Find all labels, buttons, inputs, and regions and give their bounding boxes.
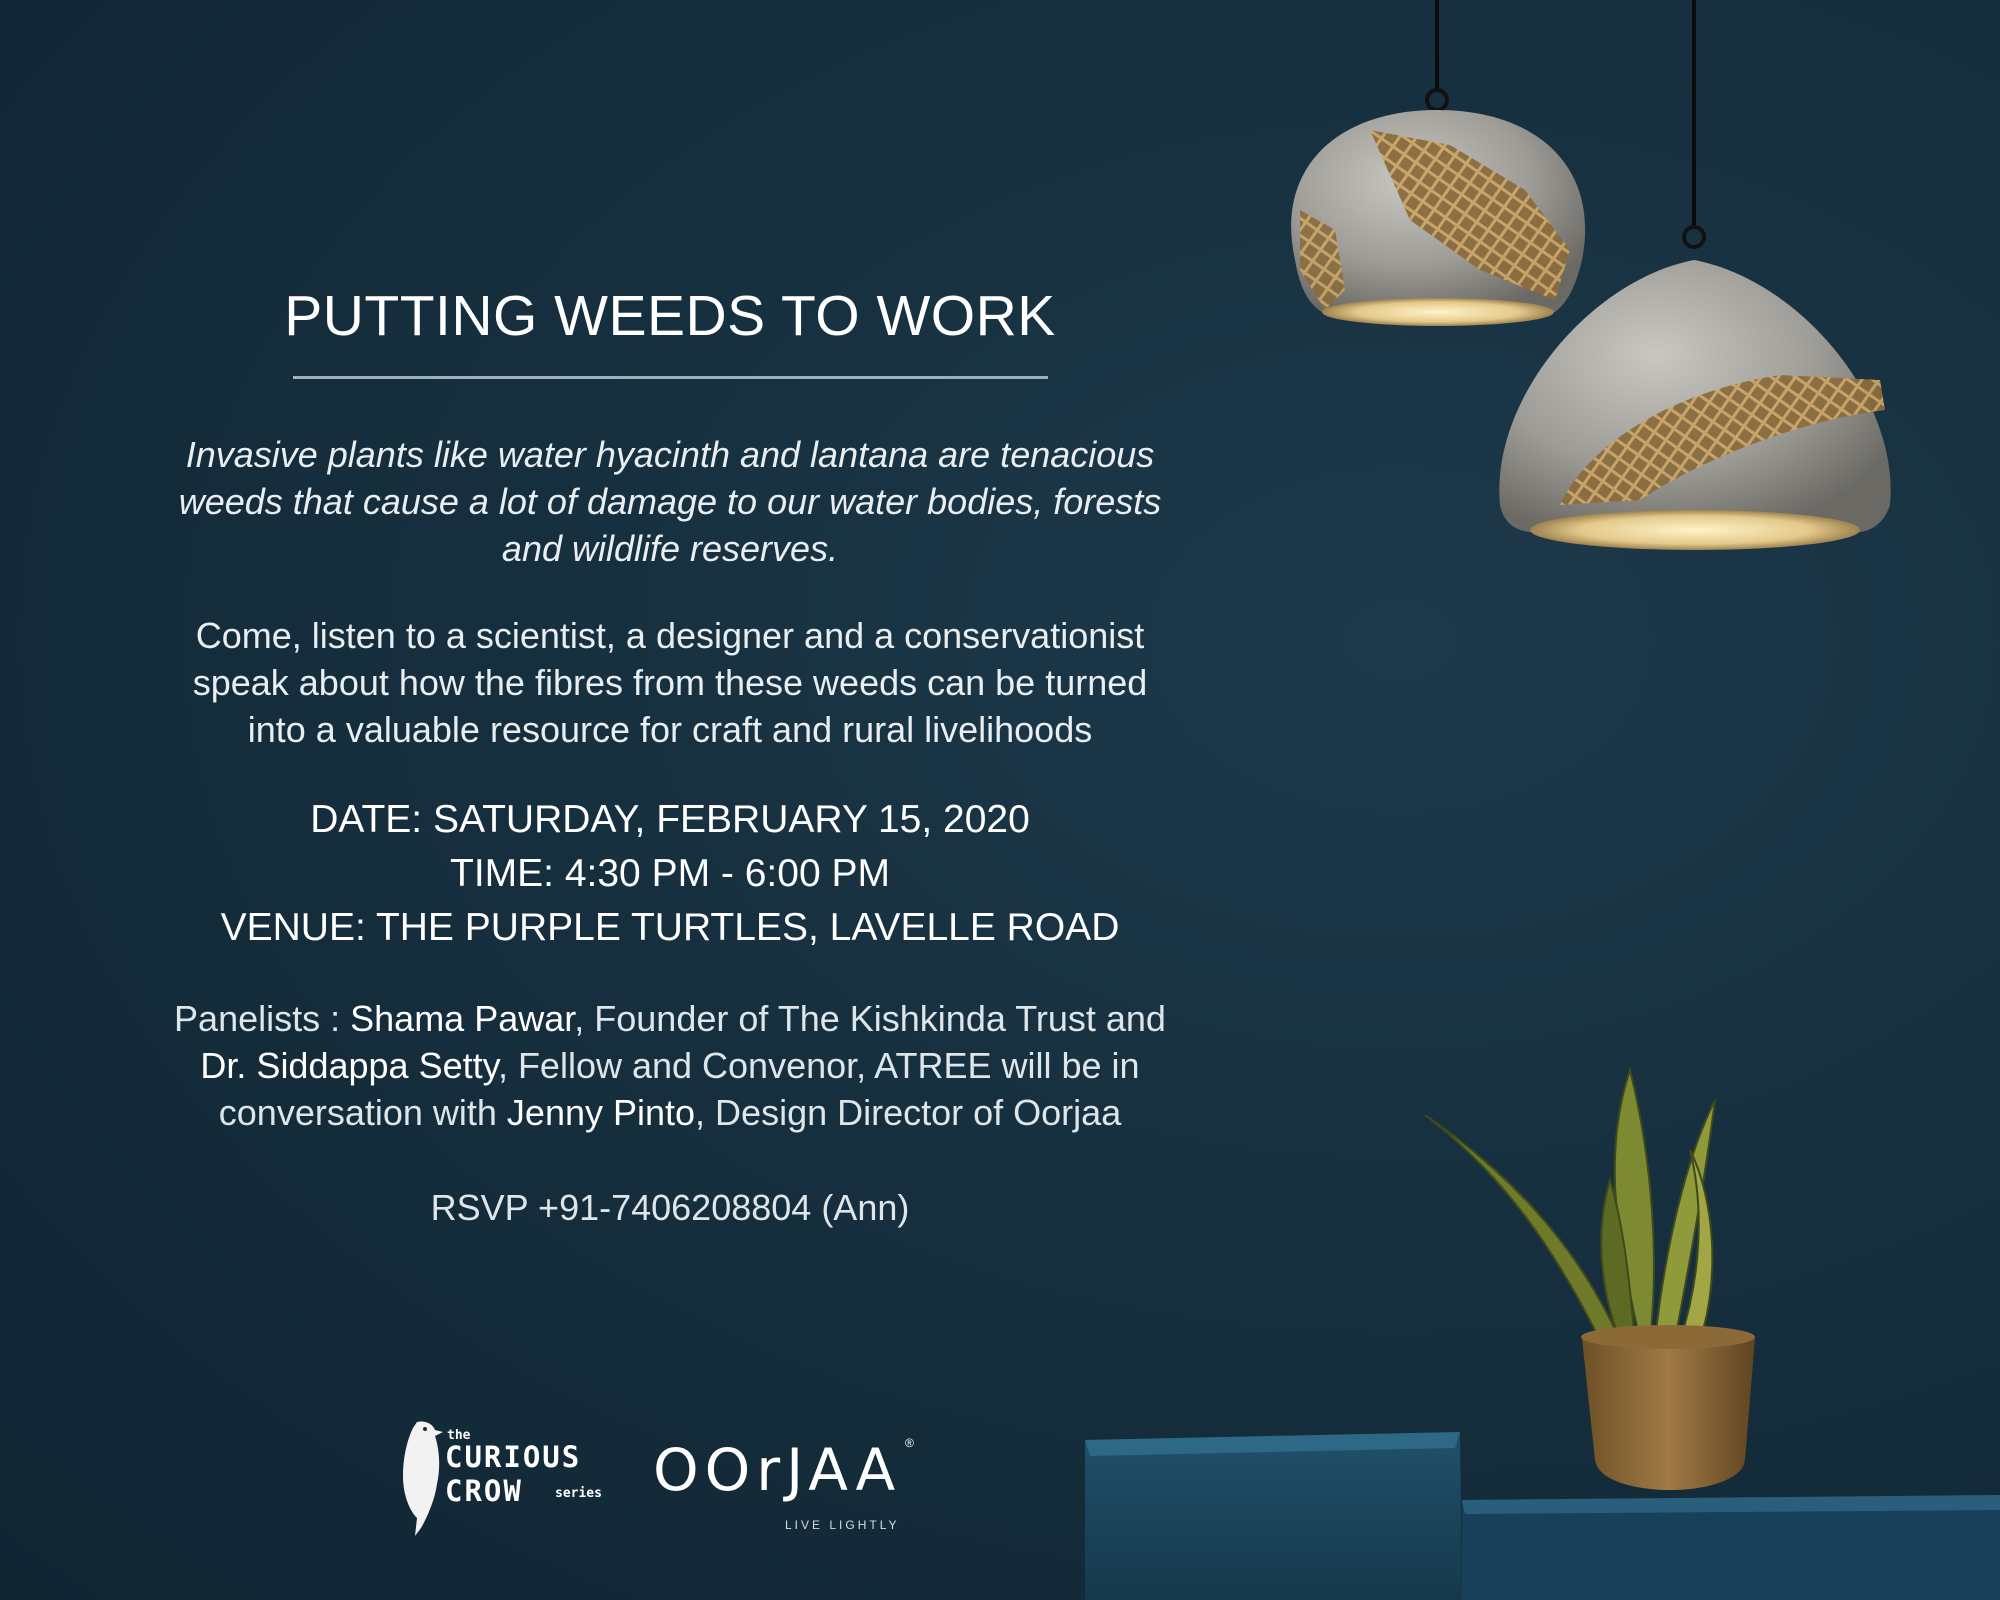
panelists-label: Panelists : [174,998,351,1040]
panelists-line-2 [120,1042,1220,1089]
crow-crow-text: CROW [445,1474,523,1508]
invitation-line: into a valuable resource for craft and rural livelihoods [247,709,1093,751]
event-title: PUTTING WEEDS TO WORK [284,284,1056,348]
rsvp-contact: RSVP +91-7406208804 (Ann) [430,1187,910,1229]
invitation-paragraph [120,612,1220,753]
lamp-cords [1427,0,1704,247]
event-logistics [120,793,1220,955]
panelist-role: , Founder of The Kishkinda Trust and [574,998,1166,1040]
crow-icon [395,1418,445,1538]
crow-curious-text: CURIOUS [445,1440,582,1474]
event-details [120,270,1220,1231]
intro-line: weeds that cause a lot of damage to our water bodies, forests [178,481,1162,523]
potted-plant [1425,1070,1755,1490]
intro-line: and wildlife reserves. [501,528,839,570]
plinths [1085,1432,2000,1600]
moderator-role: , Design Director of Oorjaa [695,1092,1122,1134]
event-time: TIME: 4:30 PM - 6:00 PM [450,852,890,896]
pendant-lamp-large [1499,260,1890,550]
intro-paragraph [120,431,1220,572]
moderator-name: Jenny Pinto [506,1092,696,1134]
title-underline [293,376,1048,379]
crow-series-text: series [555,1486,602,1501]
panelist-name: Dr. Siddappa Setty [200,1045,498,1087]
event-venue: VENUE: THE PURPLE TURTLES, LAVELLE ROAD [220,906,1120,950]
oorjaa-wordmark: OOrJAA [653,1436,902,1504]
panelists-line-3 [120,1089,1220,1136]
panelist-name: Shama Pawar [350,998,575,1040]
panelists [120,995,1220,1136]
event-date: DATE: SATURDAY, FEBRUARY 15, 2020 [310,798,1030,842]
invitation-line: Come, listen to a scientist, a designer and a conservationist [195,615,1145,657]
curious-crow-logo [395,1418,625,1538]
crow-the-text: the [447,1428,471,1443]
panelist-role: , Fellow and Convenor, ATREE will be in [497,1045,1140,1087]
moderator-label: conversation with [218,1092,507,1134]
oorjaa-logo [653,1436,913,1536]
pendant-lamp-small [1291,110,1585,326]
intro-line: Invasive plants like water hyacinth and lantana are tenacious [185,434,1155,476]
oorjaa-tagline: LIVE LIGHTLY [785,1518,900,1532]
registered-mark: ® [905,1436,914,1450]
invitation-line: speak about how the fibres from these weeds can be turned [192,662,1148,704]
panelists-line-1 [120,995,1220,1042]
